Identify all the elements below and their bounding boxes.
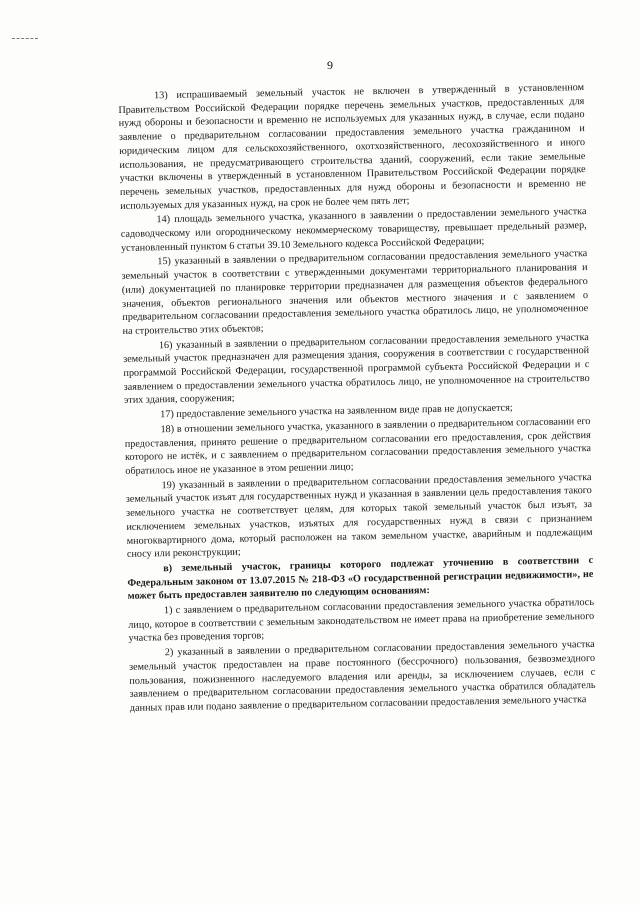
document-body [118, 81, 596, 716]
paragraph-15: 15) указанный в заявлении о предварительном согласовании предоставления земельного участка земельный участок в соответствии с утвержденными документами территориального планирования и (или) документацией по планировке территории предназначен для размещения объектов федерального значения, объектов регионального значения или объектов местного значения и с заявлением о предварительном согласовании предоставления земельного участка обратилось лицо, не уполномоченное на строительство этих объектов; [121, 248, 589, 337]
paragraph-18: 18) в отношении земельного участка, указанного в заявлении о предварительном согласовании его предоставления, принято решение о предварительном согласовании его предоставления, срок действия которого не истёк, и с заявлением о предварительном согласовании предоставления земельного участка обратилось иное не указанное в этом решении лицо; [124, 415, 592, 477]
paragraph-17: 17) предоставление земельного участка на заявленном виде прав не допускается; [160, 402, 513, 421]
paragraph-14: 14) площадь земельного участка, указанного в заявлении о предоставлении земельного участка садоводческому или огородническому некоммерческому товариществу, превышает предельный размер, установленный пунктом 6 статьи 39.10 Земельного кодекса Российской Федерации; [120, 206, 587, 254]
paragraph-v-2: 2) указанный в заявлении о предварительном согласовании предоставления земельного участка земельный участок предоставлен на праве постоянного (бессрочного) пользования, безвозмездного пользования, пожизненного наследуемого владения или аренды, за исключением случаев, если с заявлением о предварительном согласовании предоставления земельного участка обратился обладатель данных прав или подано заявление о предварительном согласовании предоставления земельного участка [128, 639, 596, 714]
paragraph-16: 16) указанный в заявлении о предварительном согласовании предоставления земельного участка земельный участок предназначен для размещения здания, сооружения в соответствии с государственной программой Российской Федерации, государственной программой субъекта Российской Федерации и с заявлением о предоставлении земельного участка обратилось лицо, не уполномоченное на строительство этих здания, сооружения; [123, 331, 590, 407]
paragraph-19: 19) указанный в заявлении о предварительном согласовании предоставления земельного участка земельный участок изъят для государственных нужд и указанная в заявлении цель предоставления такого земельного участка не соответствует целям, для которых такой земельный участок был изъят, за исключением земельных участков, изъятых для государственных нужд в связи с признанием многоквартирного дома, который расположен на таком земельном участке, аварийным и подлежащим сносу или реконструкции; [125, 471, 593, 561]
paragraph-v-1: 1) с заявлением о предварительном согласовании предоставления земельного участка обратилось лицо, которое в соответствии с земельным законодательством не имеет права на приобретение земельного участка без проведения торгов; [128, 596, 595, 645]
scan-corner-mark [12, 38, 38, 39]
section-v-heading: в) земельный участок, границы которого подлежат уточнению в соответствии с Федеральным законом от 13.07.2015 № 218-ФЗ «О государственной регистрации недвижимости», не может быть предоставлен заявителю по следующим основаниям: [127, 554, 594, 603]
page-number: 9 [327, 58, 333, 72]
paragraph-13: 13) испрашиваемый земельный участок не включен в утвержденный в установленном Правительством Российской Федерации порядке перечень земельных участков, предоставленных для нужд обороны и безопасности и временно не используемых для указанных нужд, в случае, если подано заявление о предварительном согласовании предоставления земельного участка гражданином и юридическим лицом для сельскохозяйственного, охотхозяйственного, лесохозяйственного и иного использования, не предусматривающего строительства зданий, сооружений, если такие земельные участки включены в утвержденный в установленном Правительством Российской Федерации порядке перечень земельных участков, предоставленных для нужд обороны и безопасности и временно не используемых для указанных нужд, на срок не более чем пять лет; [118, 82, 586, 212]
